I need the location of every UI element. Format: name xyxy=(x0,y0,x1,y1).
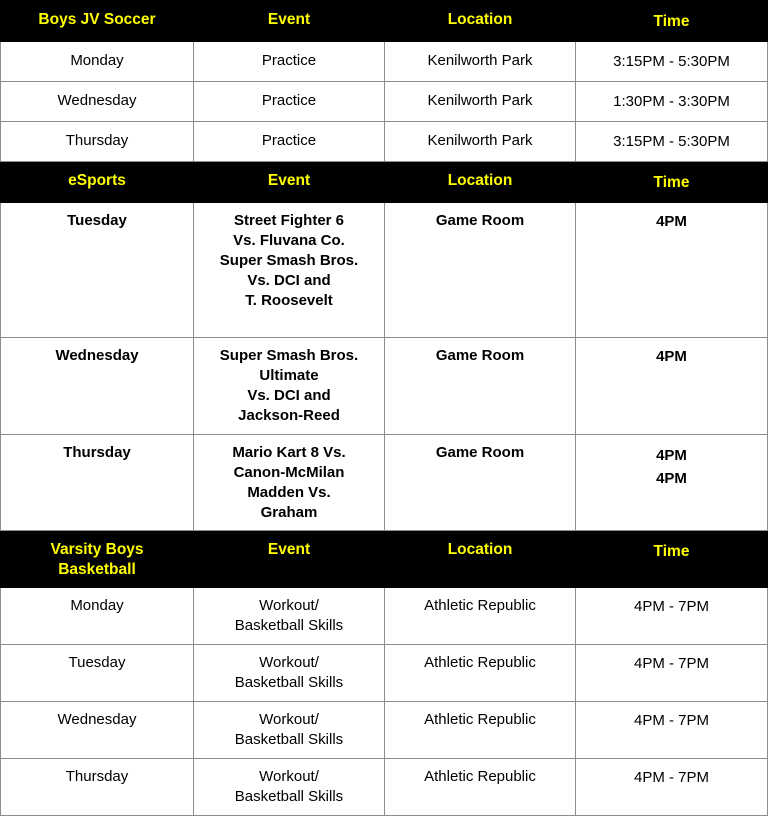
day-cell: Thursday xyxy=(1,759,194,816)
table-row xyxy=(1,338,768,435)
location-cell: Athletic Republic xyxy=(385,702,576,759)
time-cell: 4PM 4PM xyxy=(576,435,768,531)
location-header: Location xyxy=(385,1,576,42)
day-cell: Monday xyxy=(1,42,194,82)
location-cell: Game Room xyxy=(385,435,576,531)
table-row xyxy=(1,645,768,702)
time-header: Time xyxy=(576,531,768,588)
event-cell: Super Smash Bros. Ultimate Vs. DCI and Jackson-Reed xyxy=(194,338,385,435)
location-cell: Athletic Republic xyxy=(385,645,576,702)
table-row xyxy=(1,122,768,162)
event-cell: Street Fighter 6 Vs. Fluvana Co. Super Smash Bros. Vs. DCI and T. Roosevelt xyxy=(194,203,385,338)
time-cell: 3:15PM - 5:30PM xyxy=(576,42,768,82)
event-cell: Practice xyxy=(194,42,385,82)
table-row xyxy=(1,702,768,759)
day-cell: Thursday xyxy=(1,122,194,162)
day-cell: Thursday xyxy=(1,435,194,531)
table-row xyxy=(1,435,768,531)
section-title: eSports xyxy=(1,162,194,203)
location-cell: Athletic Republic xyxy=(385,759,576,816)
event-header: Event xyxy=(194,531,385,588)
event-header: Event xyxy=(194,162,385,203)
section-header-row xyxy=(1,162,768,203)
time-cell: 4PM - 7PM xyxy=(576,702,768,759)
table-row xyxy=(1,203,768,338)
day-cell: Wednesday xyxy=(1,82,194,122)
section-title: Boys JV Soccer xyxy=(1,1,194,42)
location-cell: Athletic Republic xyxy=(385,588,576,645)
event-cell: Workout/ Basketball Skills xyxy=(194,645,385,702)
time-cell: 4PM xyxy=(576,203,768,338)
time-cell: 4PM xyxy=(576,338,768,435)
day-cell: Wednesday xyxy=(1,338,194,435)
table-row xyxy=(1,42,768,82)
time-cell: 4PM - 7PM xyxy=(576,645,768,702)
table-row xyxy=(1,82,768,122)
location-cell: Game Room xyxy=(385,338,576,435)
event-cell: Mario Kart 8 Vs. Canon-McMilan Madden Vs. Graham xyxy=(194,435,385,531)
time-cell: 3:15PM - 5:30PM xyxy=(576,122,768,162)
time-header: Time xyxy=(576,1,768,42)
section-title: Varsity Boys Basketball xyxy=(1,531,194,588)
day-cell: Monday xyxy=(1,588,194,645)
event-cell: Workout/ Basketball Skills xyxy=(194,759,385,816)
location-header: Location xyxy=(385,531,576,588)
location-header: Location xyxy=(385,162,576,203)
section-header-row xyxy=(1,531,768,588)
day-cell: Wednesday xyxy=(1,702,194,759)
event-cell: Practice xyxy=(194,82,385,122)
location-cell: Game Room xyxy=(385,203,576,338)
time-cell: 4PM - 7PM xyxy=(576,759,768,816)
day-cell: Tuesday xyxy=(1,203,194,338)
event-cell: Practice xyxy=(194,122,385,162)
location-cell: Kenilworth Park xyxy=(385,122,576,162)
location-cell: Kenilworth Park xyxy=(385,42,576,82)
event-cell: Workout/ Basketball Skills xyxy=(194,588,385,645)
location-cell: Kenilworth Park xyxy=(385,82,576,122)
time-cell: 4PM - 7PM xyxy=(576,588,768,645)
time-header: Time xyxy=(576,162,768,203)
event-header: Event xyxy=(194,1,385,42)
table-row xyxy=(1,759,768,816)
day-cell: Tuesday xyxy=(1,645,194,702)
table-row xyxy=(1,588,768,645)
event-cell: Workout/ Basketball Skills xyxy=(194,702,385,759)
time-cell: 1:30PM - 3:30PM xyxy=(576,82,768,122)
section-header-row xyxy=(1,1,768,42)
